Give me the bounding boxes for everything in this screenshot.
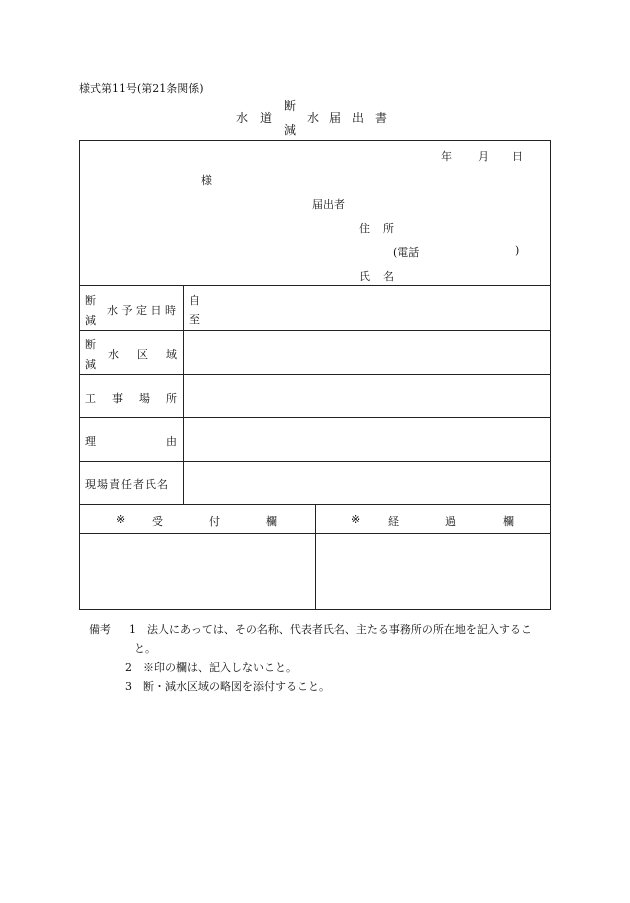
schedule-to: 至 (189, 313, 200, 326)
note-text-cont: と。 (134, 642, 156, 655)
label-column-divider (183, 285, 184, 504)
office-column-divider (315, 504, 316, 610)
reception-char: 欄 (266, 515, 277, 528)
reason-label-char: 理 (85, 435, 96, 448)
note-text: 断・減水区域の略図を添付すること。 (143, 680, 330, 693)
area-stack-bottom: 減 (85, 358, 96, 371)
schedule-from: 自 (189, 294, 200, 307)
schedule-stack-bottom: 減 (85, 314, 96, 327)
note-number: 3 (125, 680, 132, 693)
reception-char: 付 (209, 515, 220, 528)
site-label-char: 所 (166, 392, 177, 405)
title-stack-bottom: 減 (284, 123, 297, 137)
title-char: 出 (352, 111, 365, 125)
row-divider (79, 417, 551, 418)
area-label-char: 区 (137, 348, 148, 361)
reception-char: 受 (152, 515, 163, 528)
title-char: 届 (329, 111, 342, 125)
name-label: 名 (383, 270, 394, 283)
title-char: 書 (375, 111, 388, 125)
note-number: 2 (125, 661, 132, 674)
note-item-2 (89, 658, 532, 677)
row-divider (79, 374, 551, 375)
progress-mark: ※ (351, 513, 361, 526)
reception-mark: ※ (116, 513, 126, 526)
reason-label-char: 由 (166, 435, 177, 448)
progress-char: 経 (388, 515, 399, 528)
area-stack-top: 断 (85, 338, 96, 351)
addressee-suffix: 様 (201, 174, 212, 187)
area-label-char: 水 (108, 348, 119, 361)
row-divider (79, 330, 551, 331)
date-year: 年 (441, 150, 452, 163)
row-divider (79, 285, 551, 286)
phone-open: (電話 (393, 246, 420, 259)
note-number: 1 (129, 623, 136, 636)
note-item-1-cont (89, 639, 532, 658)
site-label-char: 事 (112, 392, 123, 405)
submitter-label: 届出者 (312, 198, 345, 211)
address-label: 所 (383, 222, 394, 235)
date-month: 月 (478, 150, 489, 163)
supervisor-label: 現場責任者氏名 (85, 478, 169, 491)
title-char: 道 (260, 111, 273, 125)
address-label: 住 (359, 222, 370, 235)
site-label-char: 場 (139, 392, 150, 405)
site-label-char: 工 (85, 392, 96, 405)
date-day: 日 (512, 150, 523, 163)
note-text: ※印の欄は、記入しないこと。 (143, 661, 297, 674)
schedule-label: 水 予 定 日 時 (107, 304, 176, 317)
form-number: 様式第11号(第21条関係) (79, 82, 204, 95)
note-text: 法人にあっては、その名称、代表者氏名、主たる事務所の所在地を記入するこ (147, 623, 532, 636)
row-divider (79, 461, 551, 462)
progress-char: 過 (445, 515, 456, 528)
schedule-stack-top: 断 (85, 294, 96, 307)
title-stack-top: 断 (284, 99, 297, 113)
progress-char: 欄 (503, 515, 514, 528)
note-item-3 (89, 677, 532, 696)
area-label-char: 域 (166, 348, 177, 361)
title-char: 水 (236, 111, 249, 125)
title-char: 水 (307, 111, 320, 125)
phone-close: ) (515, 244, 520, 257)
name-label: 氏 (359, 270, 370, 283)
notes-heading: 備考 (89, 623, 111, 636)
notes (89, 620, 532, 696)
note-item-1 (89, 620, 532, 639)
